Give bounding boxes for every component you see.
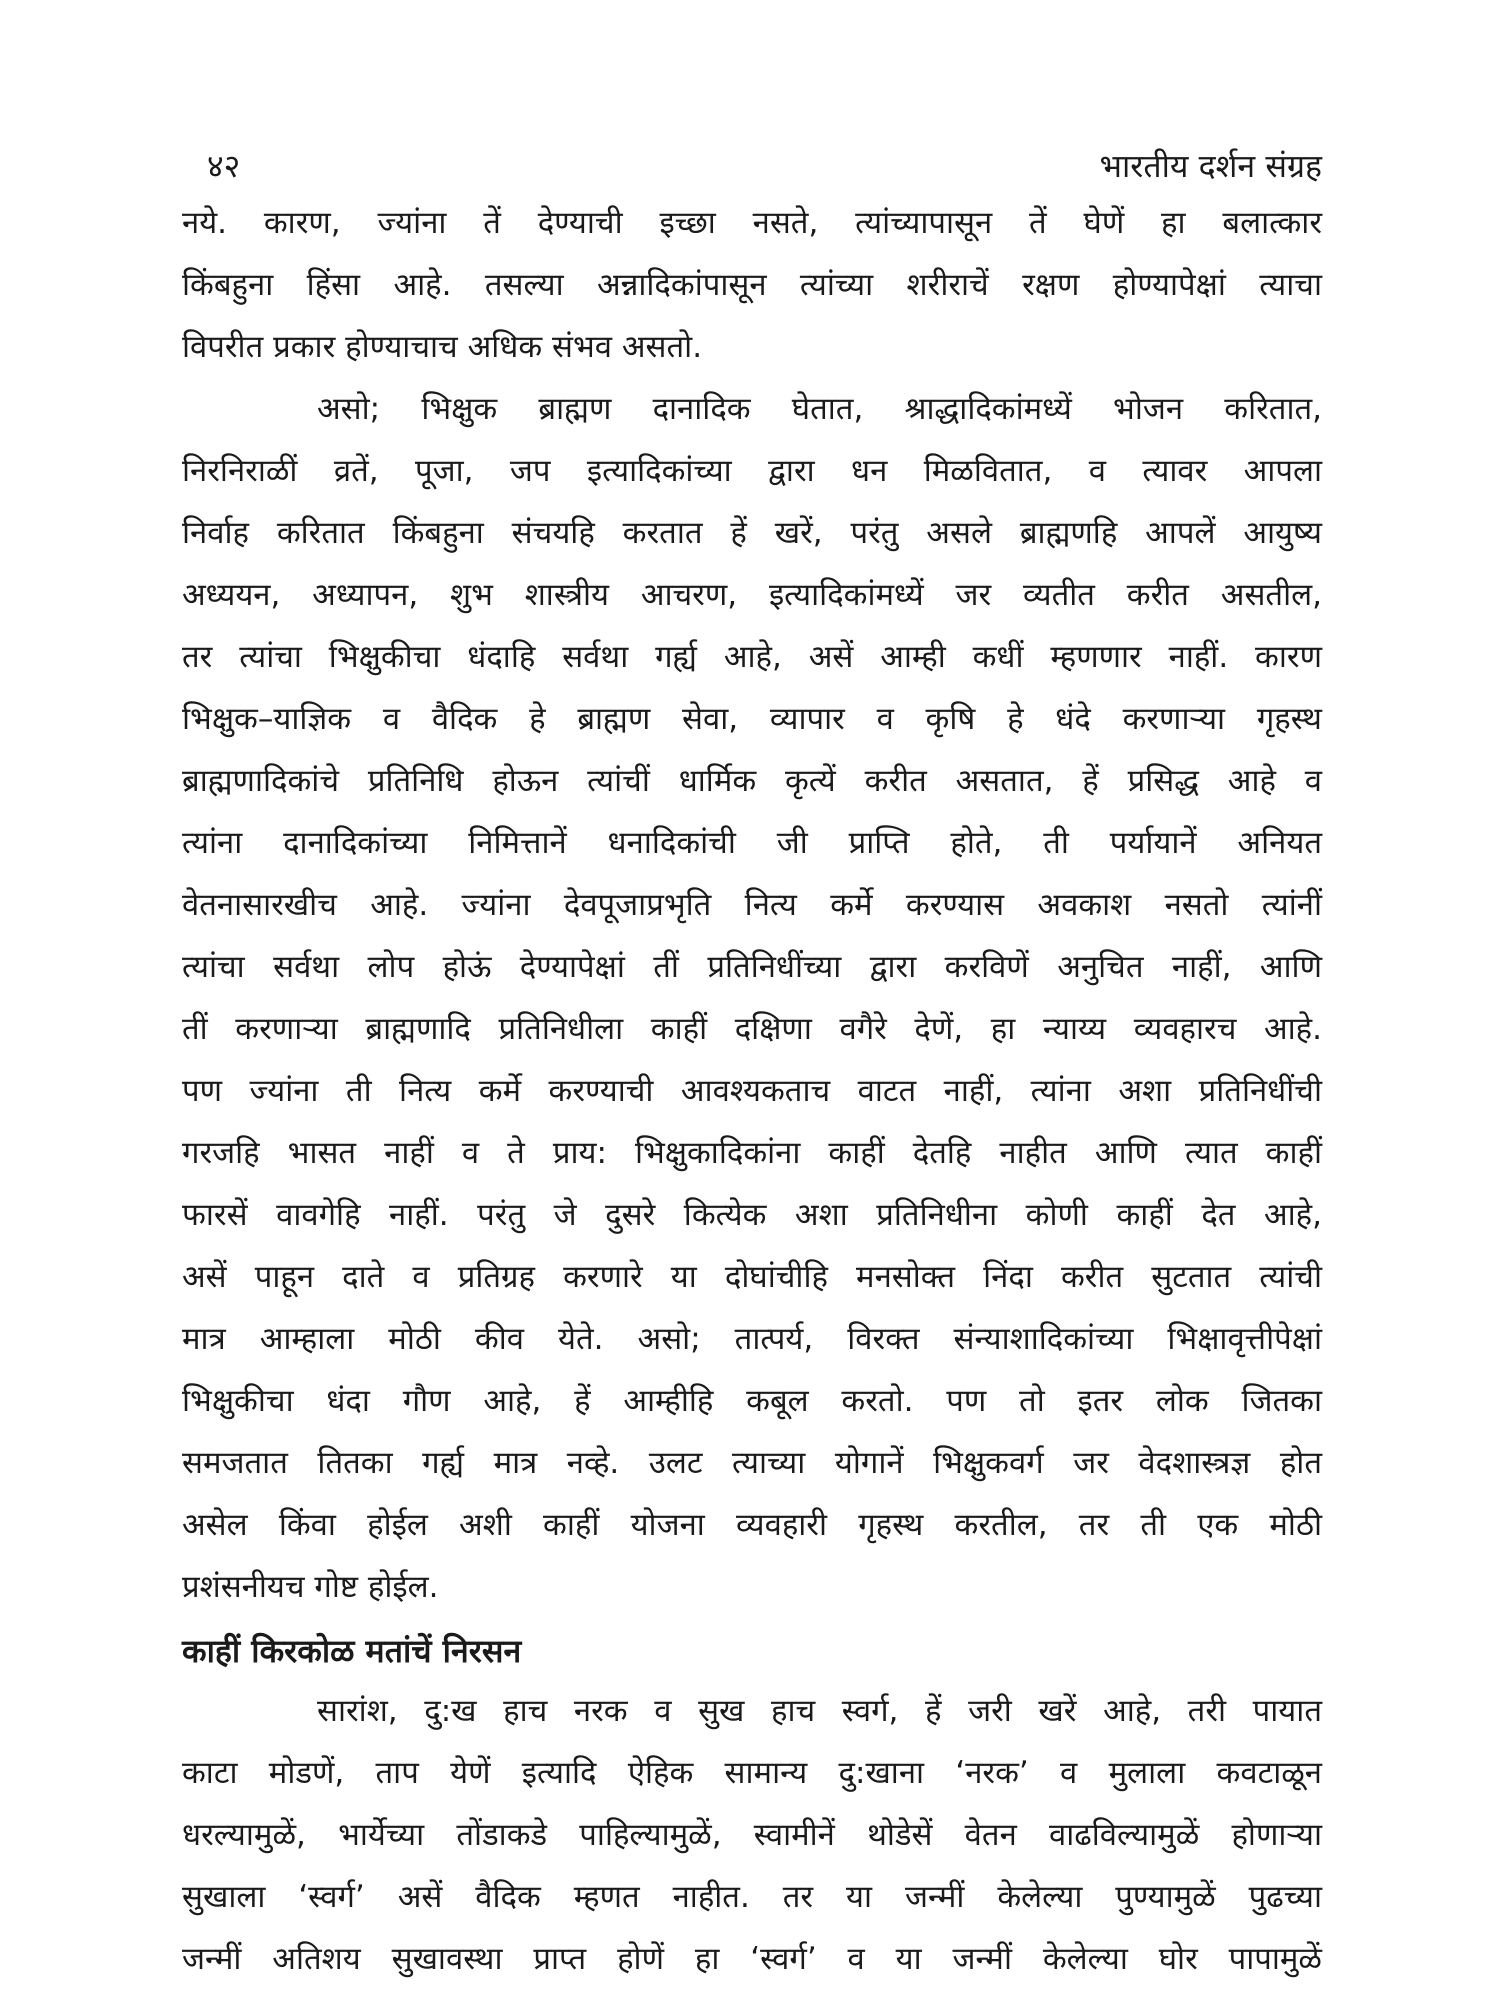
text-line: समजतात तितका गर्ह्य मात्र नव्हे. उलट त्याच्या योगानें भिक्षुकवर्ग जर वेदशास्त्रज्ञ होत: [182, 1445, 1322, 1481]
text-line: असो; भिक्षुक ब्राह्मण दानादिक घेतात, श्राद्धादिकांमध्यें भोजन करितात,: [317, 391, 1322, 427]
text-line: त्यांना दानादिकांच्या निमित्तानें धनादिकांची जी प्राप्ति होते, ती पर्यायानें अनियत: [182, 825, 1322, 861]
text-line: प्रशंसनीयच गोष्ट होईल.: [182, 1569, 439, 1605]
text-line: धरल्यामुळें, भार्येच्या तोंडाकडे पाहिल्यामुळें, स्वामीनें थोडेसें वेतन वाढविल्यामुळें होणाऱ्या: [182, 1817, 1322, 1853]
text-line: असें पाहून दाते व प्रतिग्रह करणारे या दोघांचीहि मनसोक्त निंदा करीत सुटतात त्यांची: [182, 1259, 1322, 1295]
text-line: गरजहि भासत नाहीं व ते प्राय: भिक्षुकादिकांना काहीं देतहि नाहीत आणि त्यात काहीं: [182, 1135, 1322, 1171]
text-line: असेल किंवा होईल अशी काहीं योजना व्यवहारी गृहस्थ करतील, तर ती एक मोठी: [182, 1507, 1322, 1543]
text-line: काटा मोडणें, ताप येणें इत्यादि ऐहिक सामान्य दु:खाना ‘नरक’ व मुलाला कवटाळून: [182, 1755, 1322, 1791]
text-line: भिक्षुकीचा धंदा गौण आहे, हें आम्हीहि कबूल करतो. पण तो इतर लोक जितका: [182, 1383, 1322, 1419]
text-line: ब्राह्मणादिकांचे प्रतिनिधि होऊन त्यांचीं धार्मिक कृत्यें करीत असतात, हें प्रसिद्ध आहे व: [182, 763, 1322, 799]
text-line: वेतनासारखीच आहे. ज्यांना देवपूजाप्रभृति नित्य कर्मे करण्यास अवकाश नसतो त्यांनीं: [182, 887, 1322, 923]
text-line: त्यांचा सर्वथा लोप होऊं देण्यापेक्षां तीं प्रतिनिधींच्या द्वारा करविणें अनुचित नाहीं, आणि: [182, 949, 1322, 985]
text-line: निर्वाह करितात किंबहुना संचयहि करतात हें खरें, परंतु असले ब्राह्मणहि आपलें आयुष्य: [182, 515, 1322, 551]
paragraph-2: [182, 378, 1322, 1618]
text-line: सुखाला ‘स्वर्ग’ असें वैदिक म्हणत नाहीत. तर या जन्मीं केलेल्या पुण्यामुळें पुढच्या: [182, 1879, 1322, 1915]
text-line: सारांश, दु:ख हाच नरक व सुख हाच स्वर्ग, हें जरी खरें आहे, तरी पायात: [317, 1693, 1322, 1729]
text-line: विपरीत प्रकार होण्याचाच अधिक संभव असतो.: [182, 329, 703, 365]
page-number: ४२: [207, 147, 241, 185]
text-line: निरनिराळीं व्रतें, पूजा, जप इत्यादिकांच्या द्वारा धन मिळवितात, व त्यावर आपला: [182, 453, 1322, 489]
paragraph-1: [182, 192, 1322, 378]
text-line: तर त्यांचा भिक्षुकीचा धंदाहि सर्वथा गर्ह्य आहे, असें आम्ही कधीं म्हणणार नाहीं. कारण: [182, 639, 1322, 675]
text-line: फारसें वावगेहि नाहीं. परंतु जे दुसरे कित्येक अशा प्रतिनिधीना कोणी काहीं देत आहे,: [182, 1197, 1322, 1233]
text-line: भिक्षुक–याज्ञिक व वैदिक हे ब्राह्मण सेवा, व्यापार व कृषि हे धंदे करणाऱ्या गृहस्थ: [182, 701, 1322, 737]
text-line: तीं करणाऱ्या ब्राह्मणादि प्रतिनिधीला काहीं दक्षिणा वगैरे देणें, हा न्याय्य व्यवहारच आहे.: [182, 1011, 1322, 1047]
section-heading: काहीं किरकोळ मतांचें निरसन: [182, 1632, 522, 1670]
text-line: पण ज्यांना ती नित्य कर्मे करण्याची आवश्यकताच वाटत नाहीं, त्यांना अशा प्रतिनिधींची: [182, 1073, 1322, 1109]
running-title: भारतीय दर्शन संग्रह: [1099, 147, 1322, 185]
text-line: अध्ययन, अध्यापन, शुभ शास्त्रीय आचरण, इत्यादिकांमध्यें जर व्यतीत करीत असतील,: [182, 577, 1322, 613]
paragraph-3: [182, 1680, 1322, 1990]
text-line: जन्मीं अतिशय सुखावस्था प्राप्त होणें हा ‘स्वर्ग’ व या जन्मीं केलेल्या घोर पापामुळें: [182, 1941, 1322, 1977]
book-page: [182, 140, 1322, 1990]
text-line: नये. कारण, ज्यांना तें देण्याची इच्छा नसते, त्यांच्यापासून तें घेणें हा बलात्कार: [182, 205, 1322, 241]
text-line: मात्र आम्हाला मोठी कीव येते. असो; तात्पर्य, विरक्त संन्याशादिकांच्या भिक्षावृत्तीपेक्षां: [182, 1321, 1322, 1357]
text-line: किंबहुना हिंसा आहे. तसल्या अन्नादिकांपासून त्यांच्या शरीराचें रक्षण होण्यापेक्षां त्याचा: [182, 267, 1322, 303]
page-header: [182, 140, 1322, 192]
